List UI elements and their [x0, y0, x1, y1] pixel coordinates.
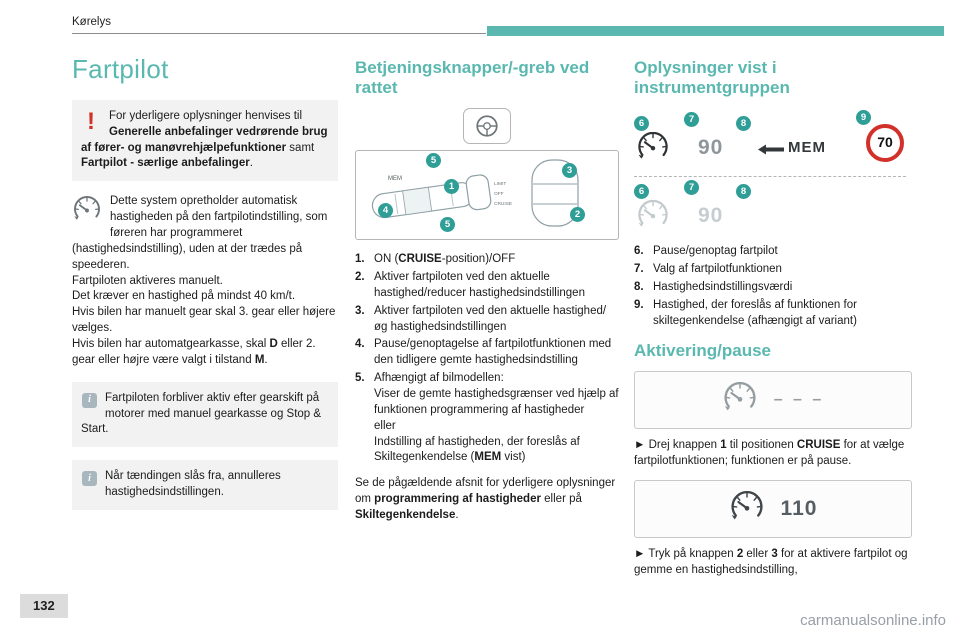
cruise-gauge-icon: [636, 132, 670, 167]
list-item: 3. Aktiver fartpiloten ved den aktuelle hastighed/øg hastighedsindstillingen: [355, 304, 607, 333]
callout-7: 7: [684, 180, 699, 195]
info-box-2: [72, 460, 338, 510]
callout-5: 5: [440, 217, 455, 232]
callout-8: 8: [736, 116, 751, 131]
section-heading-display: Oplysninger vist i instrumentgruppen: [634, 58, 790, 98]
stalk-drawing: [356, 151, 618, 239]
list-item: 1. ON (CRUISE-position)/OFF: [355, 253, 516, 266]
watermark: carmanualsonline.info: [800, 612, 946, 630]
info-box-2-text: Når tændingen slås fra, annulleres hastighedsindstillingen.: [105, 470, 281, 499]
cross-reference-text: Se de pågældende afsnit for yderligere oplysninger om programmering af hastigheder eller på Skiltegenkendelse.: [355, 477, 616, 521]
warning-exclamation-icon: !: [87, 107, 95, 135]
stalk-label-cruise: CRUISE: [494, 202, 513, 208]
mem-indicator: MEM: [788, 139, 826, 157]
list-item: 2. Aktiver fartpiloten ved den aktuelle hastighed/reducer hastighedsindstillingen: [355, 270, 585, 299]
callout-5: 5: [426, 153, 441, 168]
info-box-1: [72, 382, 338, 448]
callout-7: 7: [684, 112, 699, 127]
callout-9: 9: [856, 110, 871, 125]
cruise-gauge-icon-dark: [729, 491, 765, 528]
callout-6: 6: [634, 116, 649, 131]
callout-4: 4: [378, 203, 393, 218]
callout-6: 6: [634, 184, 649, 199]
cruise-gauge-icon-dim: [636, 200, 670, 235]
steering-controls-figure: [355, 108, 619, 240]
callout-8: 8: [736, 184, 751, 199]
info-icon: i: [82, 393, 97, 408]
list-item: 6. Pause/genoptag fartpilot: [634, 245, 778, 258]
running-header: Kørelys: [72, 16, 111, 28]
set-speed-value-dim: 90: [698, 204, 724, 228]
stalk-label-off: OFF: [494, 192, 504, 198]
section-heading-activation: Aktivering/pause: [634, 341, 771, 361]
stalk-illustration: [355, 150, 619, 240]
system-description: [72, 194, 338, 368]
header-accent-bar: [487, 26, 944, 36]
page-title: Fartpilot: [72, 54, 169, 84]
system-description-text: Dette system opretholder automatisk hastigheden på den fartpilotindstilling, som føreren har programmeret (hastighedsindstilling), uden at der trædes på speederen. Fartpiloten aktiveres manuelt. Det kræver en hastighed på mindst 40 km/t. Hvis bilen har manuelt gear skal 3. gear eller højere vælges. Hvis bilen har automatgearkasse, skal D eller 2. gear eller højre være valgt i tilstand M.: [72, 195, 336, 366]
callout-1: 1: [444, 179, 459, 194]
info-icon: i: [82, 471, 97, 486]
cruise-control-icon: [72, 196, 102, 228]
speed-limit-sign: 70: [866, 124, 904, 162]
warning-text: For yderligere oplysninger henvises til Generelle anbefalinger vedrørende brug af fører- og manøvrehjælpefunktioner samt Fartpilot - særlige anbefalinger.: [81, 109, 328, 170]
stalk-label-limit: LIMIT: [494, 182, 507, 188]
pause-display-figure: [634, 371, 912, 429]
stalk-label-mem: MEM: [388, 176, 402, 183]
paused-speed-value: – – –: [773, 391, 825, 409]
activation-step-1: ► Drej knappen 1 til positionen CRUISE for at vælge fartpilotfunktionen; funktionen er på pause.: [634, 439, 905, 468]
page-number: 132: [20, 594, 68, 618]
header-rule: [72, 33, 486, 34]
display-items-list: [634, 244, 912, 329]
column-right: [634, 58, 912, 589]
section-heading-controls: Betjeningsknapper/-greb ved rattet: [355, 58, 590, 98]
list-item: 5. Afhængigt af bilmodellen: Viser de gemte hastighedsgrænser ved hjælp af funktionen programmering af hastigheder eller Indstilling af hastigheden, der foreslås af Skiltegenkendelse (MEM vist): [355, 372, 619, 464]
info-box-1-text: Fartpiloten forbliver aktiv efter gearskift på motorer med manuel gearkasse og Stop & Start.: [81, 391, 322, 436]
controls-list: [355, 252, 619, 466]
steering-wheel-icon: [463, 108, 511, 144]
column-left: [72, 52, 338, 523]
list-item: 4. Pause/genoptagelse af fartpilotfunktionen med den tidligere gemte hastighedsindstilling: [355, 338, 612, 367]
warning-box: [72, 100, 338, 181]
instrument-cluster-figure: [634, 108, 912, 234]
set-speed-value: 90: [698, 136, 724, 160]
active-display-figure: [634, 480, 912, 538]
active-speed-value: 110: [780, 496, 818, 520]
activation-step-2: ► Tryk på knappen 2 eller 3 for at aktivere fartpilot og gemme en hastighedsindstilling,: [634, 548, 908, 577]
cruise-gauge-icon-gray: [722, 382, 758, 419]
callout-3: 3: [562, 163, 577, 178]
list-item: 7. Valg af fartpilotfunktionen: [634, 262, 782, 275]
arrow-left-icon: [758, 144, 784, 161]
figure-divider: [634, 176, 906, 177]
list-item: 9. Hastighed, der foreslås af funktionen for skiltegenkendelse (afhængigt af variant): [634, 298, 857, 327]
list-item: 8. Hastighedsindstillingsværdi: [634, 280, 793, 293]
callout-2: 2: [570, 207, 585, 222]
column-middle: [355, 58, 619, 534]
